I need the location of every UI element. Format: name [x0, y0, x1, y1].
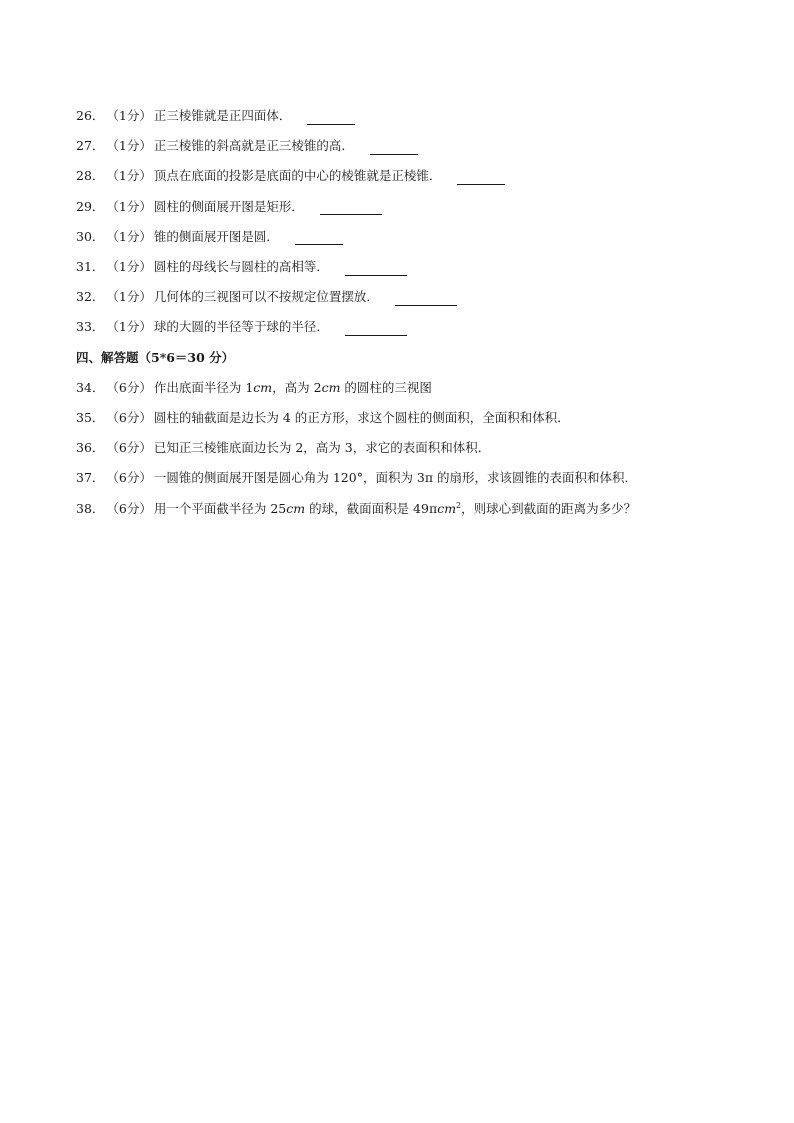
question-score: （1分）	[106, 108, 152, 124]
question-28	[76, 161, 736, 191]
question-score: （1分）	[106, 168, 152, 184]
question-number: 33．	[76, 319, 105, 335]
question-score: （1分）	[106, 259, 152, 275]
question-number: 35．	[76, 409, 105, 425]
question-30	[76, 222, 736, 252]
question-35	[76, 403, 736, 433]
question-text: 正三棱锥的斜高就是正三棱锥的高．	[153, 138, 354, 154]
question-score: （6分）	[106, 440, 152, 456]
question-score: （1分）	[106, 138, 152, 154]
question-text: 圆柱的母线长与圆柱的高相等．	[153, 259, 329, 275]
question-number: 30．	[76, 228, 105, 244]
question-text: 用一个平面截半径为 25cm 的球，截面面积是 49πcm$^2$，则球心到截面的距离为多少？	[153, 500, 637, 516]
question-31	[76, 252, 736, 282]
question-29	[76, 192, 736, 222]
question-score: （6分）	[106, 409, 152, 425]
question-list	[76, 101, 736, 524]
answer-blank	[295, 232, 343, 245]
question-number: 38．	[76, 500, 105, 516]
answer-blank	[370, 142, 418, 155]
answer-blank	[345, 323, 407, 336]
question-text: 正三棱锥就是正四面体．	[153, 108, 292, 124]
question-text: 一圆锥的侧面展开图是圆心角为 120°，面积为 3π 的扇形，求该圆锥的表面积和体积．	[153, 470, 638, 486]
question-text: 顶点在底面的投影是底面的中心的棱锥就是正棱锥．	[153, 168, 442, 184]
answer-blank	[307, 112, 355, 125]
question-text: 圆柱的侧面展开图是矩形．	[153, 198, 304, 214]
question-text: 球的大圆的半径等于球的半径．	[153, 319, 329, 335]
question-33	[76, 312, 736, 342]
answer-blank	[320, 202, 382, 215]
question-score: （1分）	[106, 198, 152, 214]
question-38	[76, 493, 736, 523]
question-text: 几何体的三视图可以不按规定位置摆放．	[153, 289, 379, 305]
section-heading: 四、解答题（5*6＝30 分）	[76, 349, 235, 365]
question-score: （1分）	[106, 319, 152, 335]
question-text: 作出底面半径为 1cm，高为 2cm 的圆柱的三视图	[153, 379, 432, 395]
question-text: 已知正三棱锥底面边长为 2，高为 3，求它的表面积和体积．	[153, 440, 491, 456]
question-score: （6分）	[106, 500, 152, 516]
answer-blank	[457, 172, 505, 185]
question-text: 圆柱的轴截面是边长为 4 的正方形，求这个圆柱的侧面积，全面积和体积．	[153, 409, 570, 425]
question-number: 27．	[76, 138, 105, 154]
question-text: 锥的侧面展开图是圆．	[153, 228, 279, 244]
answer-blank	[345, 263, 407, 276]
question-number: 36．	[76, 440, 105, 456]
question-26	[76, 101, 736, 131]
question-number: 37．	[76, 470, 105, 486]
answer-blank	[395, 293, 457, 306]
question-37	[76, 463, 736, 493]
question-number: 34．	[76, 379, 105, 395]
question-36	[76, 433, 736, 463]
question-number: 28．	[76, 168, 105, 184]
question-32	[76, 282, 736, 312]
question-score: （1分）	[106, 228, 152, 244]
question-number: 31．	[76, 259, 105, 275]
question-34	[76, 373, 736, 403]
question-score: （6分）	[106, 379, 152, 395]
question-number: 26．	[76, 108, 105, 124]
question-number: 29．	[76, 198, 105, 214]
question-score: （6分）	[106, 470, 152, 486]
question-27	[76, 131, 736, 161]
question-number: 32．	[76, 289, 105, 305]
question-score: （1分）	[106, 289, 152, 305]
